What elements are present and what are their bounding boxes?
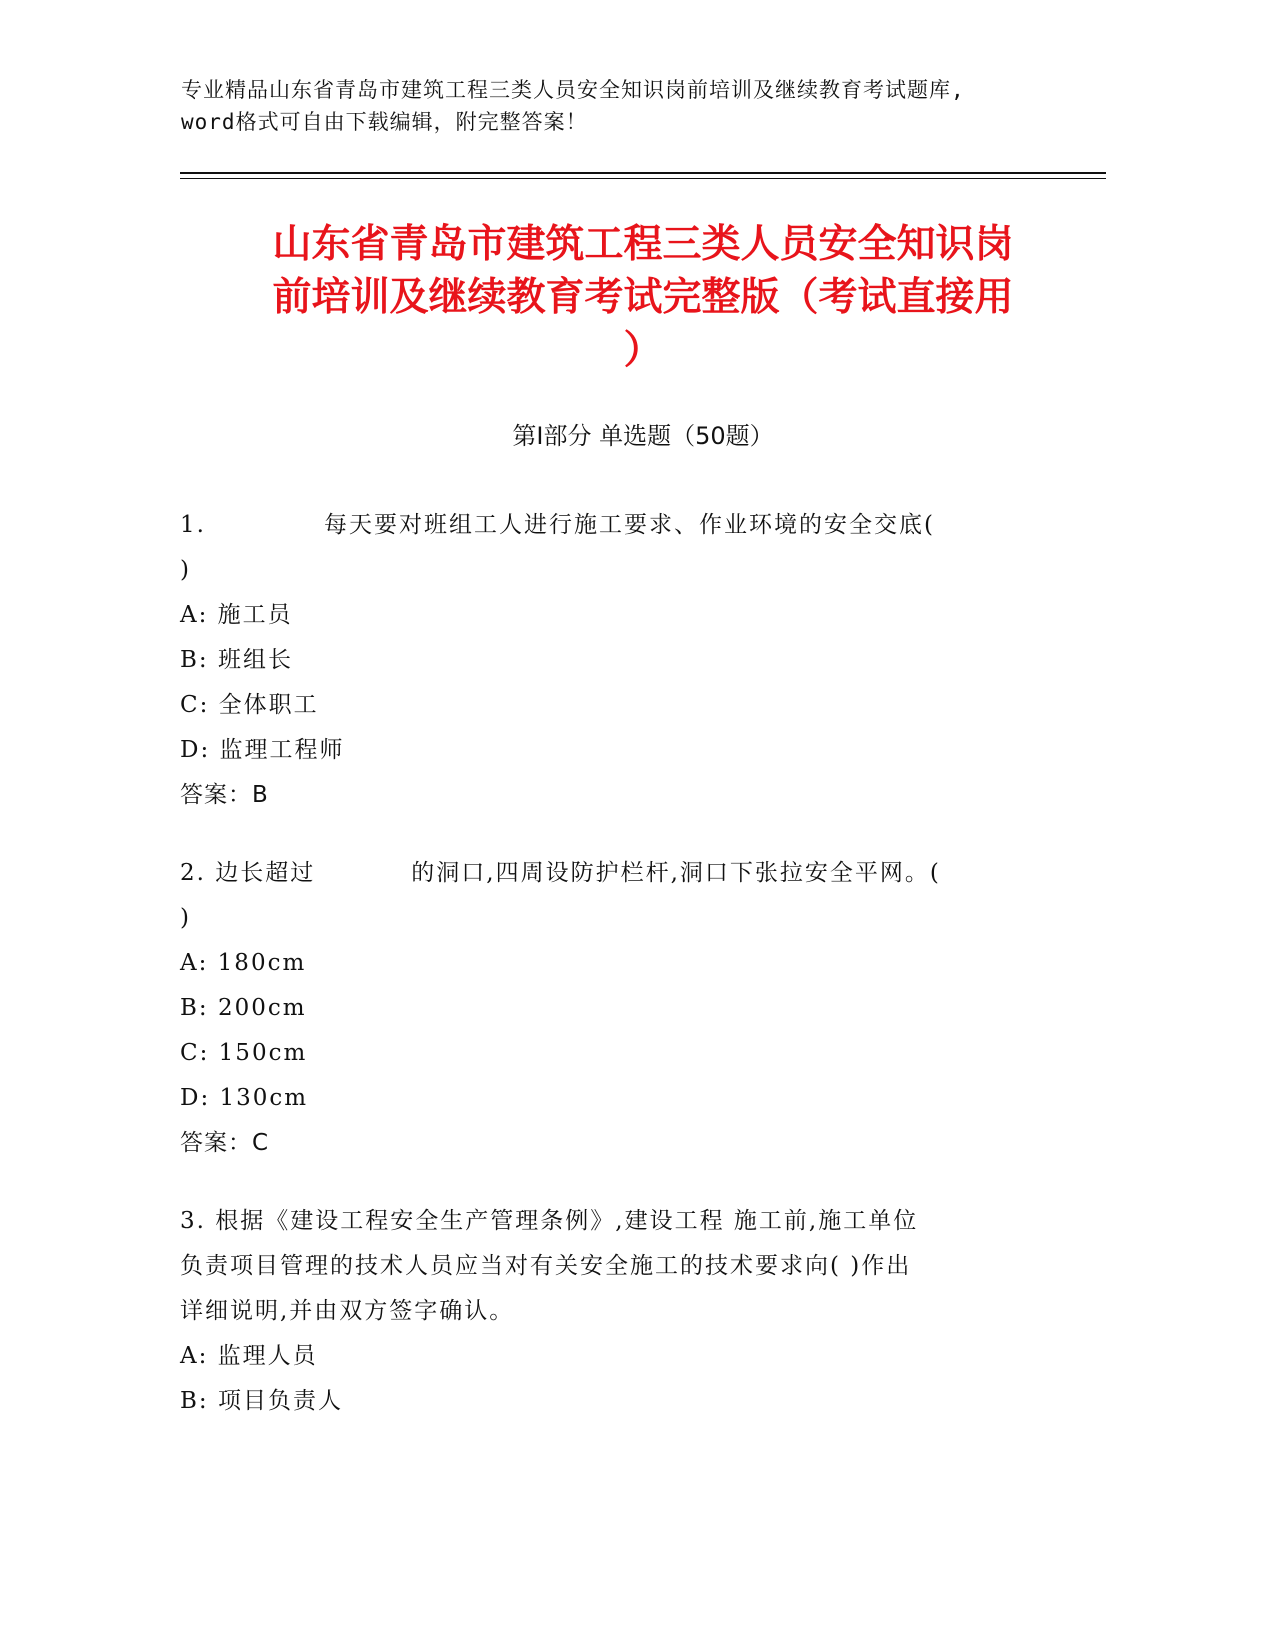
- option-label: A:: [180, 950, 209, 976]
- option-text: 监理人员: [217, 1343, 318, 1369]
- question-2-stem: [180, 851, 1040, 896]
- document-title-line-1: 山东省青岛市建筑工程三类人员安全知识岗: [272, 222, 1014, 267]
- document-title-line-3: ）: [623, 328, 663, 373]
- header-rule-thick: [180, 172, 1106, 174]
- option-text: 180cm: [217, 950, 307, 976]
- option-text: 全体职工: [218, 692, 319, 718]
- option-label: B:: [180, 647, 209, 673]
- option-text: 施工员: [217, 602, 293, 628]
- question-2-option-c: [180, 1031, 1040, 1076]
- question-1-answer: 答案：B: [180, 782, 269, 808]
- question-2: [180, 851, 1040, 1166]
- header-note-line-2: word格式可自由下载编辑，附完整答案！: [181, 110, 588, 134]
- question-1-option-b: [180, 638, 1040, 683]
- question-3-option-b: [180, 1379, 1040, 1424]
- question-1: [180, 503, 1040, 818]
- question-2-number: 2.: [180, 860, 206, 886]
- option-label: B:: [180, 1388, 209, 1414]
- question-1-text: 每天要对班组工人进行施工要求、作业环境的安全交底(: [323, 512, 935, 538]
- option-text: 150cm: [218, 1040, 308, 1066]
- question-2-answer: 答案：C: [180, 1130, 270, 1156]
- question-2-option-a: [180, 941, 1040, 986]
- option-label: D:: [180, 1085, 211, 1111]
- question-1-stem: [180, 503, 1040, 548]
- option-label: D:: [180, 737, 211, 763]
- header-note-line-1: 专业精品山东省青岛市建筑工程三类人员安全知识岗前培训及继续教育考试题库,: [181, 78, 965, 102]
- question-2-option-b: [180, 986, 1040, 1031]
- option-text: 项目负责人: [217, 1388, 343, 1414]
- option-text: 200cm: [217, 995, 307, 1021]
- option-label: C:: [180, 692, 210, 718]
- question-2-stem-end: ): [180, 905, 191, 931]
- question-2-option-d: [180, 1076, 1040, 1121]
- question-3-number: 3.: [180, 1208, 206, 1234]
- option-text: 监理工程师: [219, 737, 345, 763]
- question-3-stem-line-1: [180, 1199, 1040, 1244]
- question-3-stem-line-2: 负责项目管理的技术人员应当对有关安全施工的技术要求向( )作出: [180, 1253, 912, 1279]
- question-1-option-c: [180, 683, 1040, 728]
- question-3-option-a: [180, 1334, 1040, 1379]
- section-title: 第Ⅰ部分 单选题（50题）: [512, 422, 774, 450]
- option-label: C:: [180, 1040, 210, 1066]
- option-label: A:: [180, 1343, 209, 1369]
- question-2-text-post: 的洞口,四周设防护栏杆,洞口下张拉安全平网。(: [411, 860, 941, 886]
- document-title-line-2: 前培训及继续教育考试完整版（考试直接用: [272, 275, 1014, 320]
- question-3-text-1: 根据《建设工程安全生产管理条例》,建设工程 施工前,施工单位: [215, 1208, 919, 1234]
- option-text: 班组长: [217, 647, 293, 673]
- question-1-option-d: [180, 728, 1040, 773]
- question-2-text-pre: 边长超过: [215, 860, 316, 886]
- question-1-stem-end: ): [180, 557, 191, 583]
- option-label: B:: [180, 995, 209, 1021]
- document-title: [180, 218, 1106, 377]
- option-text: 130cm: [219, 1085, 309, 1111]
- question-3: [180, 1199, 1040, 1424]
- question-1-option-a: [180, 593, 1040, 638]
- question-1-number: 1.: [180, 512, 206, 538]
- header-rule-thin: [180, 178, 1106, 179]
- option-label: A:: [180, 602, 209, 628]
- header-note: [181, 74, 1081, 138]
- question-3-stem-line-3: 详细说明,并由双方签字确认。: [180, 1298, 515, 1324]
